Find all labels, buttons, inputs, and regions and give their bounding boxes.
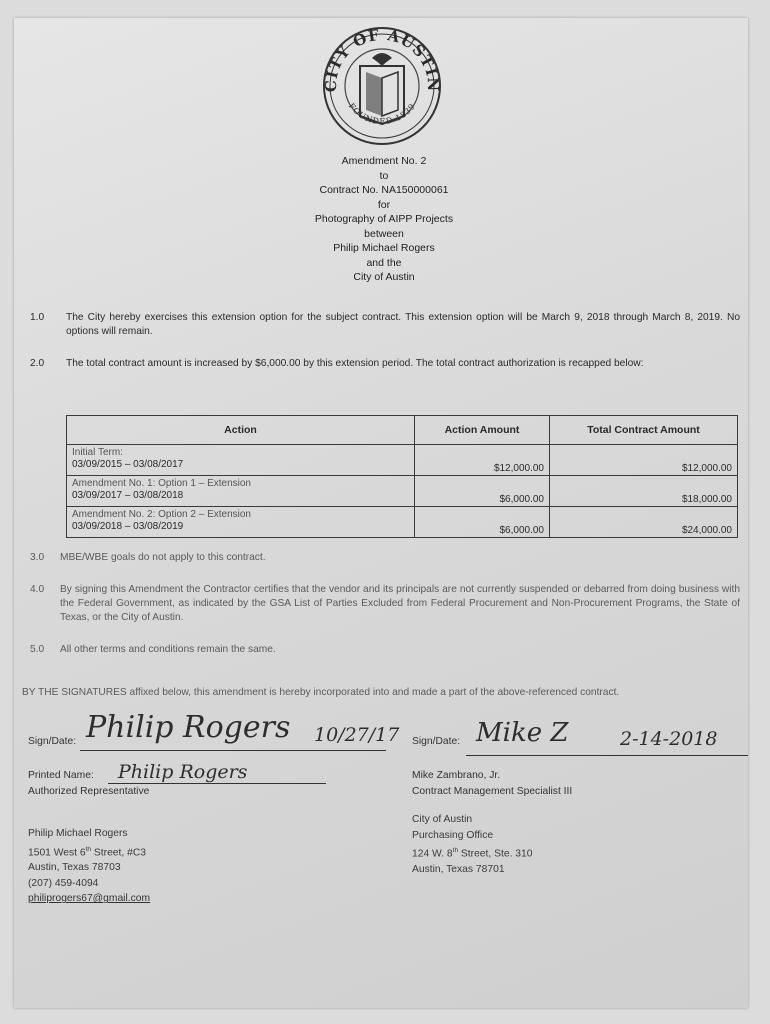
table-row (67, 507, 738, 538)
section-number: 1.0 (30, 312, 45, 323)
table-row (67, 476, 738, 507)
contractor-sign-date-label: Sign/Date: (28, 736, 77, 747)
title-line: Philip Michael Rogers (333, 242, 435, 254)
city-office: Purchasing Office (412, 829, 494, 841)
section-number: 2.0 (30, 358, 45, 369)
total-amount-cell: $18,000.00 (550, 476, 738, 507)
table-header-row (67, 416, 738, 445)
printed-name: Philip Rogers (118, 761, 248, 783)
title-line: and the (366, 256, 402, 269)
city-org: City of Austin (412, 814, 473, 825)
section-text: MBE/WBE goals do not apply to this contract. (60, 552, 266, 563)
city-sign-date: 2-14-2018 (620, 728, 718, 750)
section-number: 5.0 (30, 644, 45, 655)
action-cell (67, 445, 415, 476)
city-signature-line (466, 755, 748, 756)
section-text: The City hereby exercises this extension option for the subject contract. This extension option will be March 9, 2018 through March 8, 2019. No options will remain. (66, 312, 740, 337)
title-line: between (364, 227, 404, 240)
total-amount-cell: $12,000.00 (550, 445, 738, 476)
action-name: Amendment No. 1: Option 1 – Extension (72, 478, 251, 489)
action-dates: 03/09/2017 – 03/08/2018 (72, 490, 184, 501)
contractor-signature-line (80, 750, 386, 751)
contract-recap-table (66, 415, 738, 538)
column-header-total-amount: Total Contract Amount (550, 416, 738, 445)
action-cell (67, 476, 415, 507)
table-row (67, 445, 738, 476)
section-text: All other terms and conditions remain the same. (60, 644, 276, 655)
seal-top-text: CITY OF AUSTIN (321, 25, 443, 93)
section-text: The total contract amount is increased by $6,000.00 by this extension period. The total contract authorization is recapped below: (66, 358, 644, 369)
document-title (194, 154, 574, 285)
action-dates: 03/09/2015 – 03/08/2017 (72, 459, 184, 470)
action-name: Amendment No. 2: Option 2 – Extension (72, 509, 251, 520)
action-name: Initial Term: (72, 447, 123, 458)
city-signer-name: Mike Zambrano, Jr. (412, 770, 501, 781)
city-address (412, 812, 532, 877)
contractor-title: Authorized Representative (28, 786, 150, 797)
contractor-address (28, 826, 150, 907)
contractor-sign-date: 10/27/17 (314, 724, 400, 746)
section-number: 4.0 (30, 584, 45, 595)
section-text: By signing this Amendment the Contractor certifies that the vendor and its principals are not currently suspended or debarred from doing business with the Federal Government, as indicated by the GSA List of Parties Excluded from Federal Procurement and Non-Procurement Programs, the State of Texas, or the City of Austin. (60, 584, 740, 623)
city-city: Austin, Texas 78701 (412, 863, 505, 875)
signatures-intro: BY THE SIGNATURES affixed below, this amendment is hereby incorporated into and made a part of the above-referenced contract. (22, 687, 620, 698)
document-page (14, 18, 748, 1008)
title-line: Contract No. NA150000061 (319, 184, 449, 196)
action-amount-cell: $6,000.00 (415, 476, 550, 507)
seal-bottom-text: FOUNDED 1839 (346, 101, 418, 127)
title-line: for (377, 198, 391, 211)
city-sign-date-label: Sign/Date: (412, 736, 461, 747)
city-of-austin-seal (320, 24, 444, 148)
city-signature: Mike Z (476, 718, 569, 748)
contractor-email-link[interactable]: philiprogers67@gmail.com (28, 893, 151, 905)
city-signer-title: Contract Management Specialist III (412, 786, 573, 797)
title-line: to (379, 169, 389, 182)
column-header-action-amount: Action Amount (415, 416, 550, 445)
action-amount-cell: $6,000.00 (415, 507, 550, 538)
city-street: 124 W. 8th Street, Ste. 310 (412, 847, 533, 860)
column-header-action: Action (67, 416, 415, 445)
contractor-signature: Philip Rogers (86, 710, 291, 745)
contractor-phone: (207) 459-4094 (28, 877, 99, 889)
total-amount-cell: $24,000.00 (550, 507, 738, 538)
action-dates: 03/09/2018 – 03/08/2019 (72, 521, 184, 532)
contractor-street: 1501 West 6th Street, #C3 (28, 845, 146, 858)
section-number: 3.0 (30, 552, 45, 563)
printed-name-label: Printed Name: (28, 770, 94, 781)
title-line: Photography of AIPP Projects (314, 213, 454, 225)
contractor-name: Philip Michael Rogers (28, 828, 128, 839)
title-line: Amendment No. 2 (341, 155, 427, 167)
title-line: City of Austin (353, 271, 415, 283)
action-cell (67, 507, 415, 538)
action-amount-cell: $12,000.00 (415, 445, 550, 476)
printed-name-line (108, 783, 326, 784)
contractor-city: Austin, Texas 78703 (28, 862, 121, 874)
